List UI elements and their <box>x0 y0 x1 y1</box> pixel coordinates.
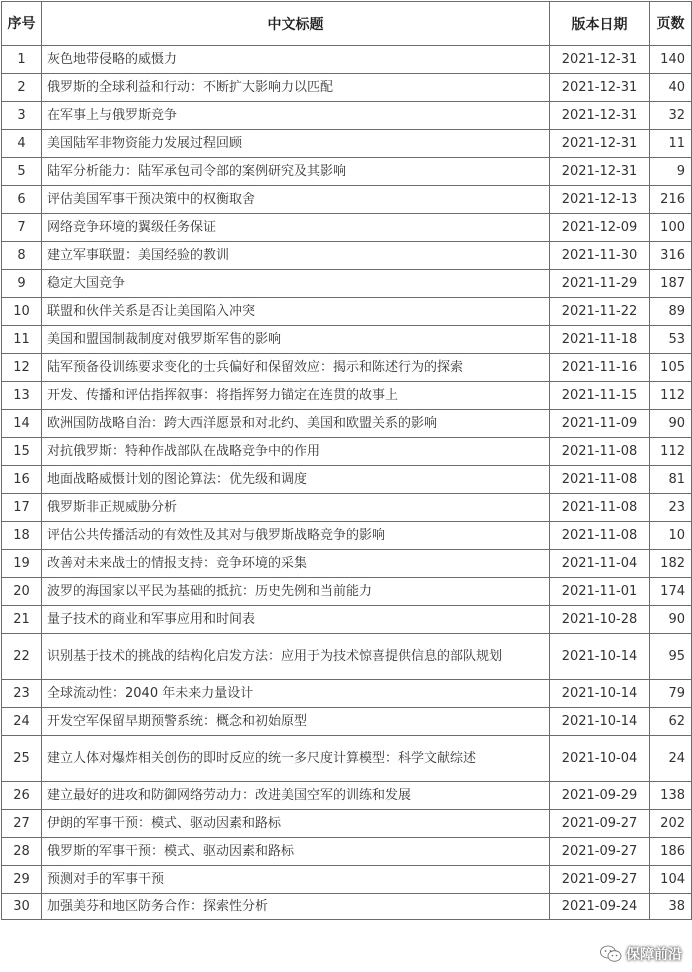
table-row <box>2 494 692 522</box>
cell-pages: 38 <box>650 894 692 920</box>
table-row <box>2 74 692 102</box>
table-body <box>2 46 692 920</box>
cell-date: 2021-10-28 <box>550 606 650 634</box>
cell-date: 2021-12-31 <box>550 74 650 102</box>
table-row <box>2 46 692 74</box>
table-row <box>2 214 692 242</box>
table-row <box>2 298 692 326</box>
table-row <box>2 354 692 382</box>
cell-title: 对抗俄罗斯：特种作战部队在战略竞争中的作用 <box>42 438 550 466</box>
cell-date: 2021-12-13 <box>550 186 650 214</box>
cell-pages: 202 <box>650 810 692 838</box>
table-row <box>2 736 692 782</box>
cell-pages: 23 <box>650 494 692 522</box>
cell-num: 18 <box>2 522 42 550</box>
cell-pages: 316 <box>650 242 692 270</box>
table-row <box>2 242 692 270</box>
cell-num: 17 <box>2 494 42 522</box>
cell-num: 28 <box>2 838 42 866</box>
cell-date: 2021-11-04 <box>550 550 650 578</box>
cell-pages: 11 <box>650 130 692 158</box>
cell-num: 9 <box>2 270 42 298</box>
cell-date: 2021-09-24 <box>550 894 650 920</box>
cell-num: 6 <box>2 186 42 214</box>
table-row <box>2 326 692 354</box>
cell-date: 2021-10-14 <box>550 680 650 708</box>
cell-num: 27 <box>2 810 42 838</box>
cell-num: 16 <box>2 466 42 494</box>
cell-date: 2021-12-31 <box>550 46 650 74</box>
cell-pages: 24 <box>650 736 692 782</box>
cell-title: 陆军分析能力：陆军承包司令部的案例研究及其影响 <box>42 158 550 186</box>
cell-title: 建立人体对爆炸相关创伤的即时反应的统一多尺度计算模型：科学文献综述 <box>42 736 550 782</box>
cell-num: 24 <box>2 708 42 736</box>
cell-num: 12 <box>2 354 42 382</box>
cell-num: 22 <box>2 634 42 680</box>
cell-date: 2021-11-18 <box>550 326 650 354</box>
cell-num: 19 <box>2 550 42 578</box>
cell-num: 29 <box>2 866 42 894</box>
cell-pages: 89 <box>650 298 692 326</box>
table-row <box>2 270 692 298</box>
cell-title: 俄罗斯的军事干预：模式、驱动因素和路标 <box>42 838 550 866</box>
cell-date: 2021-09-27 <box>550 838 650 866</box>
wechat-icon <box>600 945 622 963</box>
cell-pages: 216 <box>650 186 692 214</box>
cell-num: 8 <box>2 242 42 270</box>
cell-title: 建立最好的进攻和防御网络劳动力：改进美国空军的训练和发展 <box>42 782 550 810</box>
cell-title: 评估美国军事干预决策中的权衡取舍 <box>42 186 550 214</box>
cell-pages: 112 <box>650 438 692 466</box>
cell-pages: 10 <box>650 522 692 550</box>
cell-pages: 40 <box>650 74 692 102</box>
table-row <box>2 838 692 866</box>
cell-num: 20 <box>2 578 42 606</box>
table-row <box>2 438 692 466</box>
cell-date: 2021-11-08 <box>550 494 650 522</box>
cell-title: 识别基于技术的挑战的结构化启发方法：应用于为技术惊喜提供信息的部队规划 <box>42 634 550 680</box>
table-row <box>2 410 692 438</box>
cell-pages: 95 <box>650 634 692 680</box>
cell-date: 2021-11-15 <box>550 382 650 410</box>
cell-date: 2021-09-27 <box>550 810 650 838</box>
cell-title: 量子技术的商业和军事应用和时间表 <box>42 606 550 634</box>
table-row <box>2 894 692 920</box>
table-row <box>2 578 692 606</box>
watermark <box>600 944 682 964</box>
cell-title: 评估公共传播活动的有效性及其对与俄罗斯战略竞争的影响 <box>42 522 550 550</box>
cell-pages: 62 <box>650 708 692 736</box>
cell-date: 2021-12-31 <box>550 130 650 158</box>
cell-num: 14 <box>2 410 42 438</box>
document-table <box>1 1 692 920</box>
cell-pages: 105 <box>650 354 692 382</box>
cell-title: 欧洲国防战略自治：跨大西洋愿景和对北约、美国和欧盟关系的影响 <box>42 410 550 438</box>
cell-title: 开发空军保留早期预警系统：概念和初始原型 <box>42 708 550 736</box>
cell-num: 26 <box>2 782 42 810</box>
cell-title: 伊朗的军事干预：模式、驱动因素和路标 <box>42 810 550 838</box>
cell-num: 1 <box>2 46 42 74</box>
cell-date: 2021-12-09 <box>550 214 650 242</box>
cell-date: 2021-12-31 <box>550 158 650 186</box>
cell-date: 2021-11-08 <box>550 466 650 494</box>
cell-num: 5 <box>2 158 42 186</box>
cell-title: 俄罗斯非正规威胁分析 <box>42 494 550 522</box>
table-row <box>2 866 692 894</box>
cell-title: 美国和盟国制裁制度对俄罗斯军售的影响 <box>42 326 550 354</box>
table-row <box>2 782 692 810</box>
table-row <box>2 102 692 130</box>
cell-pages: 100 <box>650 214 692 242</box>
cell-pages: 140 <box>650 46 692 74</box>
cell-pages: 90 <box>650 410 692 438</box>
cell-date: 2021-11-01 <box>550 578 650 606</box>
cell-title: 俄罗斯的全球利益和行动：不断扩大影响力以匹配 <box>42 74 550 102</box>
cell-pages: 174 <box>650 578 692 606</box>
cell-pages: 9 <box>650 158 692 186</box>
cell-title: 灰色地带侵略的威慑力 <box>42 46 550 74</box>
cell-num: 21 <box>2 606 42 634</box>
cell-title: 加强美芬和地区防务合作：探索性分析 <box>42 894 550 920</box>
cell-date: 2021-11-08 <box>550 522 650 550</box>
cell-num: 4 <box>2 130 42 158</box>
table-row <box>2 708 692 736</box>
table-row <box>2 606 692 634</box>
cell-num: 7 <box>2 214 42 242</box>
table-row <box>2 382 692 410</box>
cell-date: 2021-11-29 <box>550 270 650 298</box>
header-num: 序号 <box>2 2 42 46</box>
cell-pages: 186 <box>650 838 692 866</box>
table-row <box>2 810 692 838</box>
cell-pages: 187 <box>650 270 692 298</box>
cell-num: 10 <box>2 298 42 326</box>
cell-date: 2021-09-27 <box>550 866 650 894</box>
cell-pages: 53 <box>650 326 692 354</box>
header-title: 中文标题 <box>42 2 550 46</box>
cell-pages: 138 <box>650 782 692 810</box>
cell-pages: 182 <box>650 550 692 578</box>
cell-num: 2 <box>2 74 42 102</box>
cell-num: 30 <box>2 894 42 920</box>
table-row <box>2 634 692 680</box>
cell-date: 2021-10-14 <box>550 708 650 736</box>
cell-num: 23 <box>2 680 42 708</box>
cell-title: 地面战略威慑计划的图论算法：优先级和调度 <box>42 466 550 494</box>
cell-pages: 32 <box>650 102 692 130</box>
cell-date: 2021-10-04 <box>550 736 650 782</box>
cell-num: 3 <box>2 102 42 130</box>
table-header-row <box>2 2 692 46</box>
cell-date: 2021-11-16 <box>550 354 650 382</box>
cell-title: 波罗的海国家以平民为基础的抵抗：历史先例和当前能力 <box>42 578 550 606</box>
cell-title: 陆军预备役训练要求变化的士兵偏好和保留效应：揭示和陈述行为的探索 <box>42 354 550 382</box>
watermark-text: 保障前沿 <box>626 947 682 963</box>
cell-num: 15 <box>2 438 42 466</box>
table-row <box>2 158 692 186</box>
cell-pages: 79 <box>650 680 692 708</box>
cell-date: 2021-11-30 <box>550 242 650 270</box>
cell-num: 11 <box>2 326 42 354</box>
cell-pages: 112 <box>650 382 692 410</box>
cell-date: 2021-09-29 <box>550 782 650 810</box>
cell-num: 25 <box>2 736 42 782</box>
table-row <box>2 466 692 494</box>
cell-title: 预测对手的军事干预 <box>42 866 550 894</box>
cell-title: 稳定大国竞争 <box>42 270 550 298</box>
cell-title: 在军事上与俄罗斯竞争 <box>42 102 550 130</box>
header-pages: 页数 <box>650 2 692 46</box>
cell-date: 2021-12-31 <box>550 102 650 130</box>
cell-date: 2021-11-22 <box>550 298 650 326</box>
cell-pages: 104 <box>650 866 692 894</box>
table-row <box>2 522 692 550</box>
cell-num: 13 <box>2 382 42 410</box>
cell-pages: 90 <box>650 606 692 634</box>
cell-date: 2021-11-08 <box>550 438 650 466</box>
cell-title: 网络竞争环境的翼级任务保证 <box>42 214 550 242</box>
cell-date: 2021-11-09 <box>550 410 650 438</box>
table-row <box>2 680 692 708</box>
table-row <box>2 550 692 578</box>
cell-title: 开发、传播和评估指挥叙事：将指挥努力锚定在连贯的故事上 <box>42 382 550 410</box>
cell-title: 全球流动性：2040 年未来力量设计 <box>42 680 550 708</box>
cell-date: 2021-10-14 <box>550 634 650 680</box>
cell-title: 建立军事联盟：美国经验的教训 <box>42 242 550 270</box>
cell-title: 美国陆军非物资能力发展过程回顾 <box>42 130 550 158</box>
cell-title: 联盟和伙伴关系是否让美国陷入冲突 <box>42 298 550 326</box>
cell-pages: 81 <box>650 466 692 494</box>
cell-title: 改善对未来战士的情报支持：竞争环境的采集 <box>42 550 550 578</box>
table-row <box>2 130 692 158</box>
table-row <box>2 186 692 214</box>
header-date: 版本日期 <box>550 2 650 46</box>
